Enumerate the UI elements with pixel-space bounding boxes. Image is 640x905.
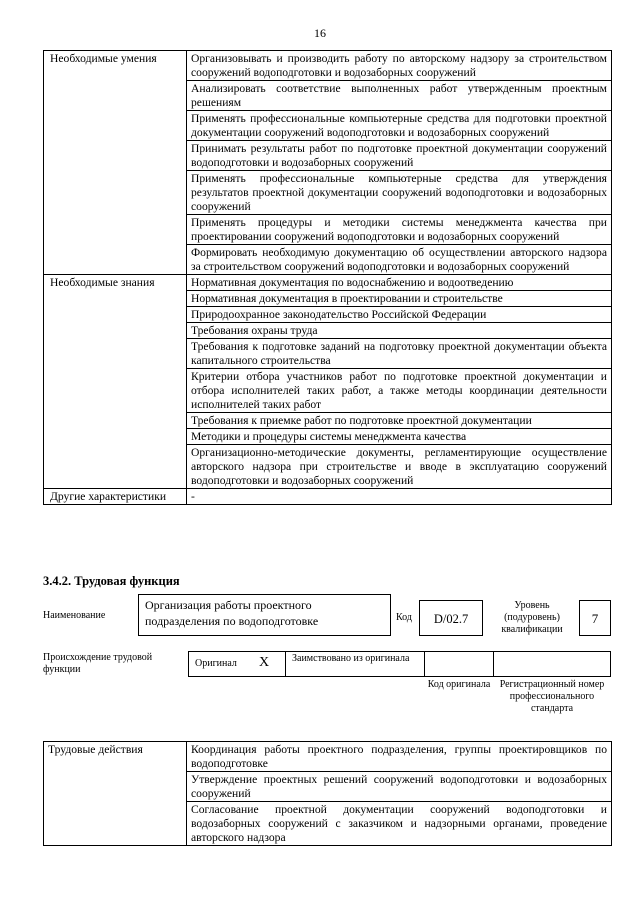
level-label: Уровень (подуровень) квалификации — [501, 600, 563, 635]
knowledge-item: Нормативная документация по водоснабжению и водоотведению — [187, 275, 612, 291]
skills-knowledge-table — [43, 50, 612, 505]
skill-item: Применять профессиональные компьютерные средства для утверждения результатов проектной документации сооружений водоподготовки и водозаборных сооружений — [187, 171, 612, 215]
skill-item: Формировать необходимую документацию об осуществлении авторского надзора за строительством сооружений водоподготовки и водозаборных сооружений — [187, 245, 612, 275]
page-number: 16 — [314, 26, 326, 40]
name-value-box — [138, 594, 391, 636]
origin-label: Происхождение трудовой функции — [43, 652, 153, 675]
reg-number-cell — [493, 651, 611, 677]
name-value: Организация работы проектного подразделения по водоподготовке — [145, 598, 319, 628]
labor-action-item: Координация работы проектного подразделения, группы проектировщиков по водоподготовке — [187, 742, 612, 772]
labor-action-item: Утверждение проектных решений сооружений водоподготовки и водозаборных сооружений — [187, 772, 612, 802]
skills-label: Необходимые умения — [44, 51, 187, 275]
skill-item: Организовывать и производить работу по авторскому надзору за строительством сооружений водоподготовки и водозаборных сооружений — [187, 51, 612, 81]
skill-item: Применять профессиональные компьютерные средства для подготовки проектной документации сооружений водоподготовки и водозаборных сооружений — [187, 111, 612, 141]
code-label: Код — [396, 612, 412, 623]
skill-item: Принимать результаты работ по подготовке проектной документации сооружений водоподготовки и водозаборных сооружений — [187, 141, 612, 171]
original-label: Оригинал — [195, 658, 237, 669]
name-label: Наименование — [43, 610, 106, 621]
knowledge-item: Требования к приемке работ по подготовке проектной документации — [187, 413, 612, 429]
code-original-cell — [424, 651, 494, 677]
other-item: - — [187, 489, 612, 505]
labor-action-item: Согласование проектной документации сооружений водоподготовки и водозаборных сооружений с заказчиком и надзорными органами, проведение авторского надзора — [187, 802, 612, 846]
code-value: D/02.7 — [419, 600, 483, 636]
borrowed-cell — [285, 651, 425, 677]
skill-item: Анализировать соответствие выполненных работ утвержденным проектным решениям — [187, 81, 612, 111]
knowledge-item: Нормативная документация в проектировании и строительстве — [187, 291, 612, 307]
knowledge-item: Природоохранное законодательство Российской Федерации — [187, 307, 612, 323]
other-label: Другие характеристики — [44, 489, 187, 505]
code-original-label: Код оригинала — [427, 679, 491, 690]
knowledge-item: Организационно-методические документы, регламентирующие осуществление авторского надзора при строительстве и вводе в эксплуатацию сооружений водоподготовки и водозаборных сооружений — [187, 445, 612, 489]
section-title: 3.4.2. Трудовая функция — [43, 574, 180, 588]
knowledge-item: Требования к подготовке заданий на подготовку проектной документации объекта капитального строительства — [187, 339, 612, 369]
level-value: 7 — [579, 600, 611, 636]
borrowed-label: Заимствовано из оригинала — [292, 653, 410, 664]
labor-actions-label: Трудовые действия — [44, 742, 187, 846]
knowledge-label: Необходимые знания — [44, 275, 187, 489]
knowledge-item: Требования охраны труда — [187, 323, 612, 339]
reg-number-label: Регистрационный номер профессионального стандарта — [499, 679, 605, 714]
original-mark: X — [259, 655, 270, 670]
skill-item: Применять процедуры и методики системы менеджмента качества при проектировании сооружений водоподготовки и водозаборных сооружений — [187, 215, 612, 245]
original-cell — [188, 651, 286, 677]
knowledge-item: Критерии отбора участников работ по подготовке проектной документации и отбора исполнителей таких работ, а также методы координации деятельности исполнителей таких работ — [187, 369, 612, 413]
knowledge-item: Методики и процедуры системы менеджмента качества — [187, 429, 612, 445]
labor-actions-table — [43, 741, 612, 846]
